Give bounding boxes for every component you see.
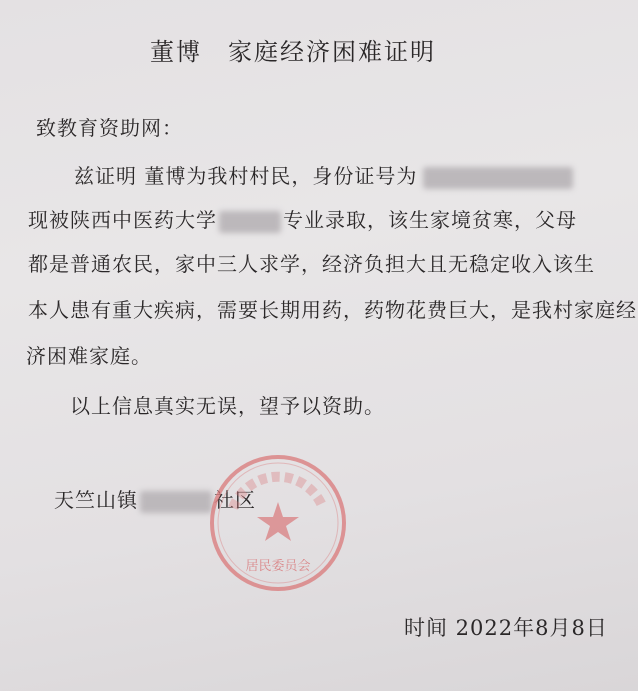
body-line-6: 以上信息真实无误，望予以资助。 [70,394,385,418]
body-line-1-text: 兹证明 董博为我村村民，身份证号为 [74,164,418,188]
signature-prefix: 天竺山镇 [54,488,138,512]
title-text: 家庭经济困难证明 [228,38,436,66]
body-line-2-suffix: 专业录取，该生家境贫寒，父母 [283,208,577,232]
redacted-id-number [423,167,573,189]
official-seal-stamp [205,450,351,596]
body-line-2-prefix: 现被陕西中医药大学 [28,208,217,232]
body-line-3: 都是普通农民，家中三人求学，经济负担大且无稳定收入该生 [28,252,595,276]
seal-star-icon [257,502,299,541]
body-line-5: 济困难家庭。 [26,344,152,368]
seal-bottom-text: 居民委员会 [245,559,311,574]
signature-suffix: 社区 [214,488,256,512]
document-date: 时间 2022年8月8日 [404,616,608,640]
redacted-community [140,491,212,513]
body-line-4: 本人患有重大疾病，需要长期用药，药物花费巨大，是我村家庭经 [28,298,637,322]
body-line-2 [28,204,577,233]
redacted-major [219,211,281,233]
salutation: 致教育资助网： [36,116,183,140]
document-title [150,32,436,67]
body-line-1 [74,160,573,189]
title-name: 董博 [150,38,202,66]
